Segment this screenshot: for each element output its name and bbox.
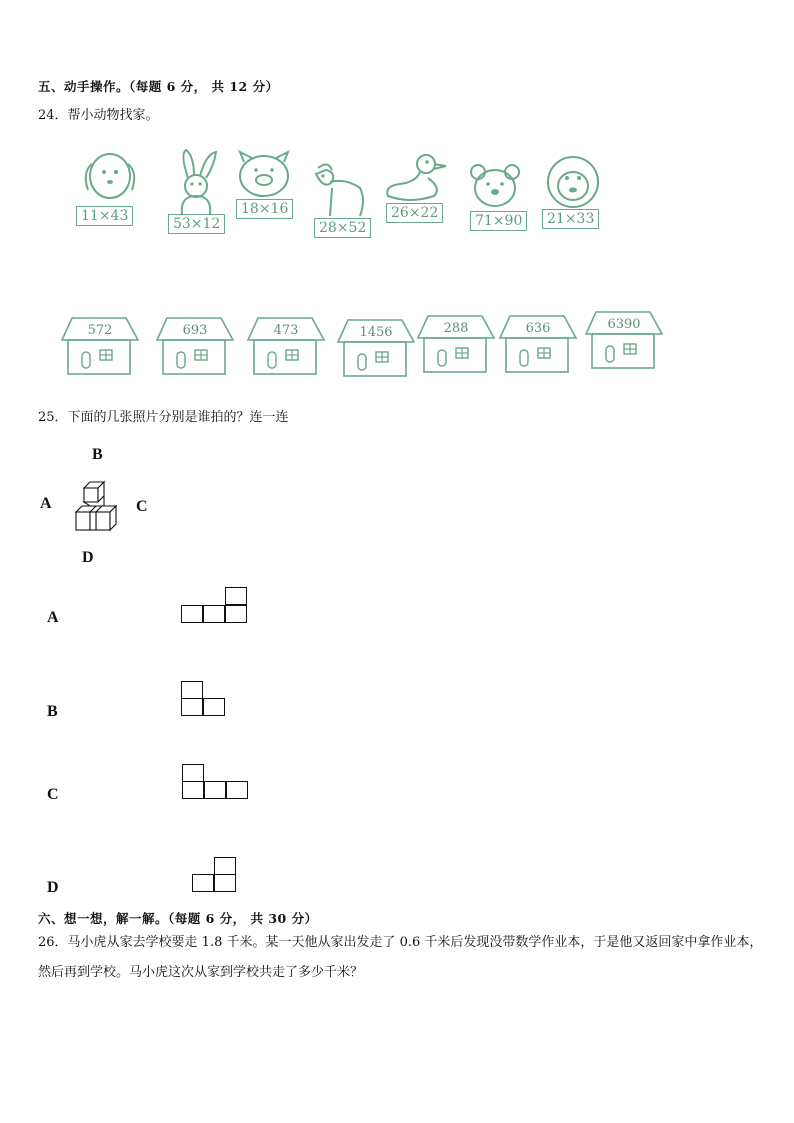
animal-expression: 71×90: [470, 211, 527, 231]
pig-icon: [234, 150, 294, 200]
duck-icon: [380, 152, 450, 204]
view-cell: [225, 605, 247, 623]
view-cell: [203, 698, 225, 716]
direction-label-right: C: [136, 498, 148, 515]
animal-expression: 21×33: [542, 209, 599, 229]
house-number: 288: [443, 321, 469, 336]
view-cell: [181, 698, 203, 716]
view-cell: [204, 781, 226, 799]
house: [336, 318, 416, 380]
view-cell: [182, 781, 204, 799]
house: [416, 314, 496, 376]
animal-expression: 26×22: [386, 203, 443, 223]
animal-expression: 11×43: [76, 206, 133, 226]
section-5-title: 五、动手操作。（每题 6 分， 共 12 分）: [38, 79, 279, 94]
view-cell: [181, 605, 203, 623]
view-cell: [214, 857, 236, 875]
house-number: 636: [525, 321, 551, 336]
dog-icon: [78, 150, 142, 210]
question-25-text: 25．下面的几张照片分别是谁拍的？连一连: [38, 410, 289, 425]
house-number: 693: [182, 323, 208, 338]
rabbit-icon: [166, 148, 226, 216]
view-cell: [225, 587, 247, 605]
view-label: C: [47, 786, 59, 803]
house: [246, 316, 326, 378]
house-number: 6390: [607, 317, 641, 332]
goat-icon: [306, 160, 372, 220]
section-6-title: 六、想一想，解一解。（每题 6 分， 共 30 分）: [38, 911, 318, 926]
view-label: A: [47, 609, 59, 626]
view-cell: [182, 764, 204, 782]
house: [60, 316, 140, 378]
direction-label-top: B: [92, 446, 103, 463]
house-number: 473: [273, 323, 299, 338]
view-cell: [181, 681, 203, 699]
animal-expression: 18×16: [236, 199, 293, 219]
view-cell: [226, 781, 248, 799]
cube-stack-icon: [70, 480, 122, 534]
animal-expression: 53×12: [168, 214, 225, 234]
direction-label-bottom: D: [82, 549, 94, 566]
house-number: 572: [87, 323, 113, 338]
view-cell: [203, 605, 225, 623]
monkey-icon: [540, 154, 606, 210]
house: [498, 314, 578, 376]
house: [155, 316, 235, 378]
bear-icon: [468, 162, 522, 210]
question-26-text: 26．马小虎从家去学校要走 1.8 千米。某一天他从家出发走了 0.6 千米后发现没带数学作业本，于是他又返回家中拿作业本，然后再到学校。马小虎这次从家到学校共走了多少千米？: [38, 935, 763, 980]
question-24-text: 24．帮小动物找家。: [38, 108, 159, 123]
house-number: 1456: [359, 325, 393, 340]
animal-expression: 28×52: [314, 218, 371, 238]
direction-label-left: A: [40, 495, 52, 512]
view-cell: [192, 874, 214, 892]
view-label: D: [47, 879, 59, 896]
house: [584, 310, 664, 372]
view-cell: [214, 874, 236, 892]
view-label: B: [47, 703, 58, 720]
